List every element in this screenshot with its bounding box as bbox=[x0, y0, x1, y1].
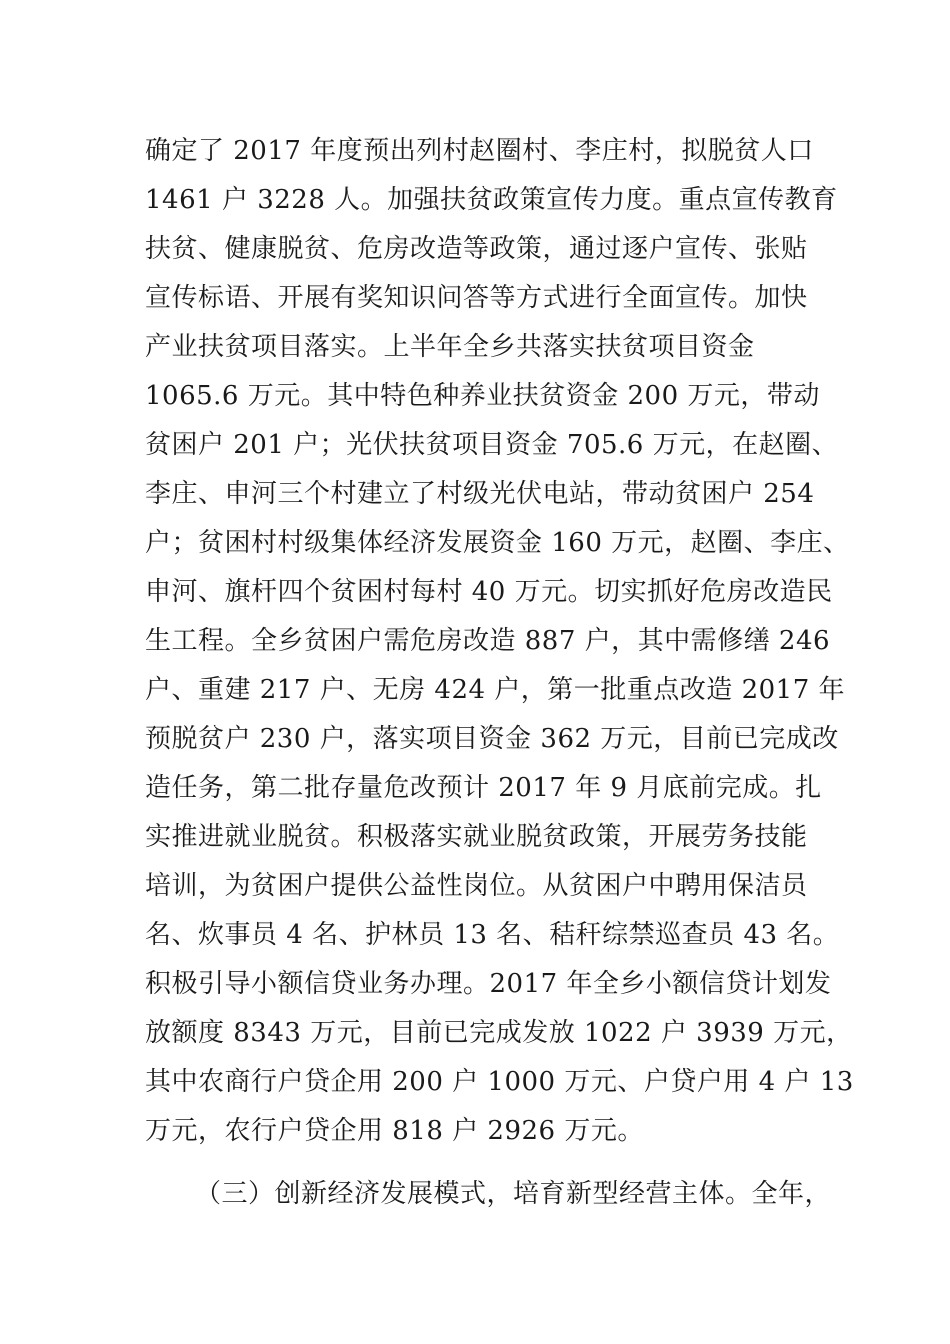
text-line: 其中农商行户贷企用 200 户 1000 万元、户贷户用 4 户 13 bbox=[145, 1067, 854, 1097]
text-line: 培训，为贫困户提供公益性岗位。从贫困户中聘用保洁员 bbox=[145, 871, 808, 901]
text-line: 实推进就业脱贫。积极落实就业脱贫政策，开展劳务技能 bbox=[145, 822, 808, 852]
text-line: 贫困户 201 户；光伏扶贫项目资金 705.6 万元，在赵圈、 bbox=[145, 430, 839, 460]
text-line: 预脱贫户 230 户，落实项目资金 362 万元，目前已完成改 bbox=[145, 724, 839, 754]
body-paragraph bbox=[145, 127, 854, 1156]
text-line: 造任务，第二批存量危改预计 2017 年 9 月底前完成。扎 bbox=[145, 773, 822, 803]
text-line: 李庄、申河三个村建立了村级光伏电站，带动贫困户 254 bbox=[145, 479, 815, 509]
text-line: 1065.6 万元。其中特色种养业扶贫资金 200 万元，带动 bbox=[145, 381, 820, 411]
text-line: 产业扶贫项目落实。上半年全乡共落实扶贫项目资金 bbox=[145, 332, 755, 362]
text-line: 积极引导小额信贷业务办理。2017 年全乡小额信贷计划发 bbox=[145, 969, 832, 999]
text-line: 生工程。全乡贫困户需危房改造 887 户，其中需修缮 246 bbox=[145, 626, 831, 656]
section-heading-paragraph: （三）创新经济发展模式，培育新型经营主体。全年， bbox=[195, 1179, 832, 1209]
text-line: 1461 户 3228 人。加强扶贫政策宣传力度。重点宣传教育 bbox=[145, 185, 838, 215]
text-line: 扶贫、健康脱贫、危房改造等政策，通过逐户宣传、张贴 bbox=[145, 234, 808, 264]
text-line: 户、重建 217 户、无房 424 户，第一批重点改造 2017 年 bbox=[145, 675, 846, 705]
text-line: 申河、旗杆四个贫困村每村 40 万元。切实抓好危房改造民 bbox=[145, 577, 833, 607]
text-line: 宣传标语、开展有奖知识问答等方式进行全面宣传。加快 bbox=[145, 283, 808, 313]
text-line: 名、炊事员 4 名、护林员 13 名、秸秆综禁巡查员 43 名。 bbox=[145, 920, 840, 950]
text-line: 户；贫困村村级集体经济发展资金 160 万元，赵圈、李庄、 bbox=[145, 528, 850, 558]
text-line: 放额度 8343 万元，目前已完成发放 1022 户 3939 万元， bbox=[145, 1018, 853, 1048]
text-line: 确定了 2017 年度预出列村赵圈村、李庄村，拟脱贫人口 bbox=[145, 136, 814, 166]
text-line: 万元，农行户贷企用 818 户 2926 万元。 bbox=[145, 1116, 644, 1146]
